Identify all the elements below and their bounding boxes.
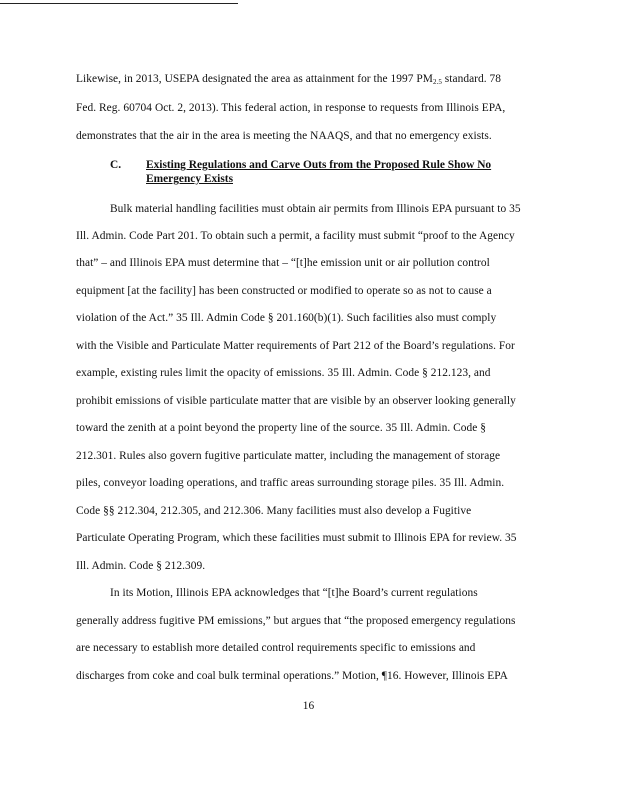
text-line: equipment [at the facility] has been constructed or modified to operate so as not to cause a — [76, 285, 492, 297]
text-line: are necessary to establish more detailed control requirements specific to emissions and — [76, 642, 476, 654]
text-line: generally address fugitive PM emissions,” but argues that “the proposed emergency regulations — [76, 615, 516, 627]
text-line: violation of the Act.” 35 Ill. Admin Code § 201.160(b)(1). Such facilities also must comply — [76, 312, 497, 324]
text-line: piles, conveyor loading operations, and traffic areas surrounding storage piles. 35 Ill. Admin. — [76, 477, 505, 489]
text-line: discharges from coke and coal bulk terminal operations.” Motion, ¶16. However, Illinois EPA — [76, 670, 508, 682]
text-line: demonstrates that the air in the area is meeting the NAAQS, and that no emergency exists. — [76, 130, 492, 142]
text-line: Ill. Admin. Code Part 201. To obtain such a permit, a facility must submit “proof to the Agency — [76, 230, 515, 242]
text-line: In its Motion, Illinois EPA acknowledges that “[t]he Board’s current regulations — [110, 587, 478, 599]
text-line: Bulk material handling facilities must obtain air permits from Illinois EPA pursuant to 35 — [110, 203, 521, 215]
text-line: 212.301. Rules also govern fugitive particulate matter, including the management of storage — [76, 450, 501, 462]
text-line: Code §§ 212.304, 212.305, and 212.306. Many facilities must also develop a Fugitive — [76, 505, 472, 517]
text-line: Particulate Operating Program, which these facilities must submit to Illinois EPA for review. 35 — [76, 532, 517, 544]
text-line: Ill. Admin. Code § 212.309. — [76, 560, 206, 572]
page-number: 16 — [302, 700, 315, 712]
section-letter: C. — [110, 159, 122, 171]
text-line: Fed. Reg. 60704 Oct. 2, 2013). This federal action, in response to requests from Illinois EPA, — [76, 102, 506, 114]
text-line: example, existing rules limit the opacity of emissions. 35 Ill. Admin. Code § 212.123, and — [76, 367, 491, 379]
text-line: Likewise, in 2013, USEPA designated the area as attainment for the 1997 $PM_{2.5}$ standard. 78 — [76, 73, 502, 86]
text-line: with the Visible and Particulate Matter requirements of Part 212 of the Board’s regulations. For — [76, 340, 515, 352]
text-line: that” – and Illinois EPA must determine that – “[t]he emission unit or air pollution control — [76, 257, 490, 269]
section-heading: Existing Regulations and Carve Outs from the Proposed Rule Show No — [146, 159, 492, 171]
text-line: prohibit emissions of visible particulate matter that are visible by an observer looking generally — [76, 395, 516, 407]
top-rule — [0, 3, 238, 4]
section-heading: Emergency Exists — [146, 173, 233, 185]
text-line: toward the zenith at a point beyond the property line of the source. 35 Ill. Admin. Code § — [76, 422, 487, 434]
